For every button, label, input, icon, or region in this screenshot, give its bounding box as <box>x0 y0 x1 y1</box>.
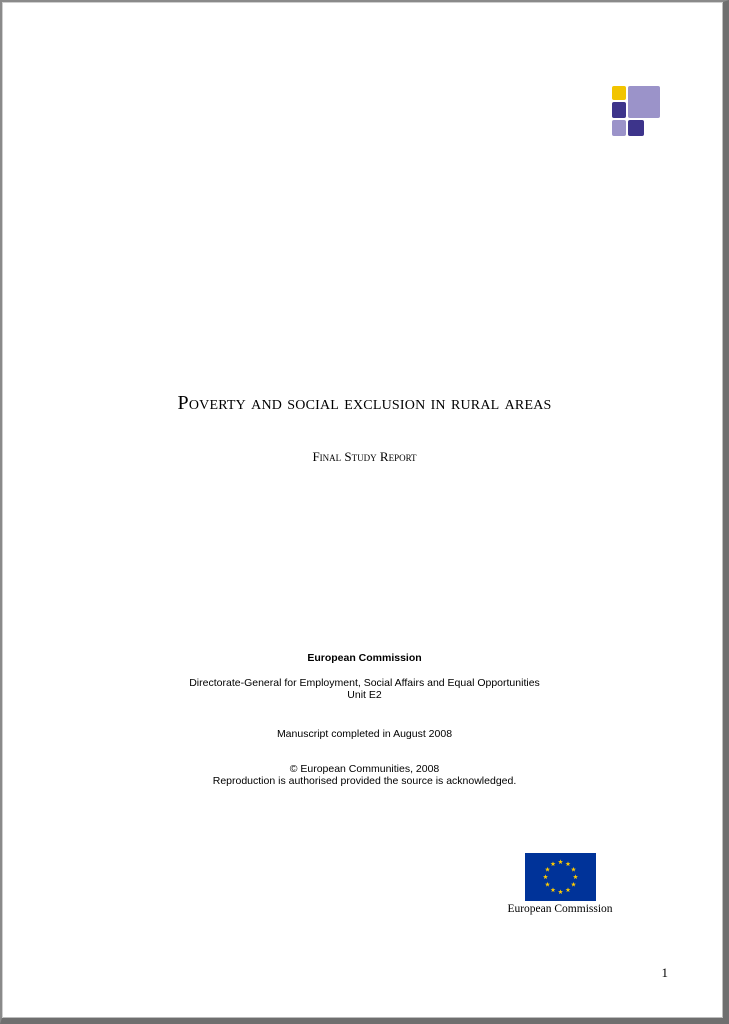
directorate-line: Directorate-General for Employment, Social Affairs and Equal Opportunities <box>189 677 540 689</box>
square-mosaic-logo-icon <box>612 86 660 136</box>
logo-square-dark-left <box>612 102 626 118</box>
logo-square-light-bottom <box>612 120 626 136</box>
report-title: Poverty and social exclusion in rural areas <box>177 392 552 414</box>
report-subtitle: Final Study Report <box>312 449 417 464</box>
page-number: 1 <box>661 965 668 980</box>
logo-square-dark-bottom <box>628 120 644 136</box>
logo-square-light-large <box>628 86 660 118</box>
logo-square-yellow <box>612 86 626 100</box>
reproduction-notice: Reproduction is authorised provided the source is acknowledged. <box>212 775 517 787</box>
copyright-line: © European Communities, 2008 <box>289 763 440 775</box>
publisher-name: European Commission <box>307 652 422 664</box>
manuscript-note: Manuscript completed in August 2008 <box>276 728 453 740</box>
eu-flag-icon <box>525 853 596 901</box>
flag-caption: European Commission <box>507 903 613 915</box>
unit-line: Unit E2 <box>347 689 382 701</box>
